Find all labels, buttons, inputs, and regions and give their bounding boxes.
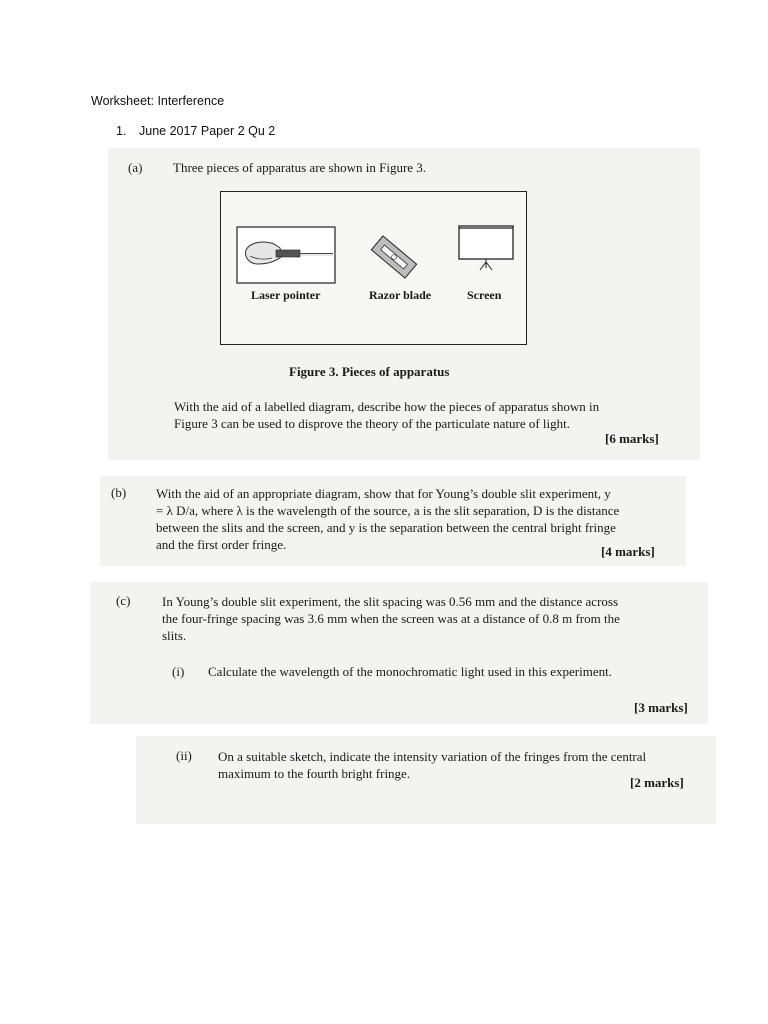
- part-c-ii-body: [218, 748, 646, 782]
- part-c-i-marks: [3 marks]: [634, 700, 688, 715]
- razor-blade-icon: [369, 234, 419, 280]
- figure-caption: Figure 3. Pieces of apparatus: [289, 364, 450, 379]
- part-c-ii-block: [136, 736, 716, 824]
- part-a-marks: [6 marks]: [605, 431, 659, 446]
- part-c-body-line: In Young’s double slit experiment, the slit spacing was 0.56 mm and the distance across: [162, 594, 619, 609]
- part-a-intro: Three pieces of apparatus are shown in Figure 3.: [173, 160, 427, 175]
- question-label: June 2017 Paper 2 Qu 2: [139, 124, 276, 138]
- part-b-body-line: and the first order fringe.: [156, 537, 287, 552]
- laser-pointer-icon: [236, 226, 337, 284]
- part-c-ii-body-line: On a suitable sketch, indicate the intensity variation of the fringes from the central: [218, 749, 647, 764]
- part-c-body-line: slits.: [162, 628, 187, 643]
- figure-label-razor-blade: Razor blade: [369, 288, 432, 302]
- part-c-ii-label: (ii): [176, 748, 192, 763]
- part-c-block: [90, 582, 708, 724]
- part-c-i-text: Calculate the wavelength of the monochromatic light used in this experiment.: [208, 664, 612, 679]
- part-c-body-line: the four-fringe spacing was 3.6 mm when the screen was at a distance of 0.8 m from the: [162, 611, 620, 626]
- part-a-body-line: Figure 3 can be used to disprove the theory of the particulate nature of light.: [174, 416, 571, 431]
- part-c-ii-body-line: maximum to the fourth bright fringe.: [218, 766, 411, 781]
- part-b-marks: [4 marks]: [601, 544, 655, 559]
- part-a-body-line: With the aid of a labelled diagram, describe how the pieces of apparatus shown in: [174, 399, 600, 414]
- part-a-label: (a): [128, 160, 143, 175]
- part-c-body: [162, 593, 620, 644]
- part-b-block: [100, 476, 686, 566]
- part-c-i-label: (i): [172, 664, 185, 679]
- part-a-body: [174, 398, 599, 432]
- question-number: 1.: [116, 124, 127, 138]
- part-b-body-line: = λ D/a, where λ is the wavelength of the source, a is the slit separation, D is the distance: [156, 503, 620, 518]
- worksheet-title: Worksheet: Interference: [91, 94, 225, 108]
- part-a-block: [108, 148, 700, 460]
- screen-icon: [457, 224, 515, 274]
- figure-3-box: [220, 191, 527, 345]
- figure-label-screen: Screen: [467, 288, 502, 302]
- part-b-body-line: between the slits and the screen, and y is the separation between the central bright fringe: [156, 520, 616, 535]
- part-b-body: [156, 485, 619, 553]
- part-b-label: (b): [111, 485, 127, 500]
- part-c-ii-marks: [2 marks]: [630, 775, 684, 790]
- figure-label-laser-pointer: Laser pointer: [251, 288, 321, 302]
- part-c-label: (c): [116, 593, 131, 608]
- part-b-body-line: With the aid of an appropriate diagram, show that for Young’s double slit experiment, y: [156, 486, 611, 501]
